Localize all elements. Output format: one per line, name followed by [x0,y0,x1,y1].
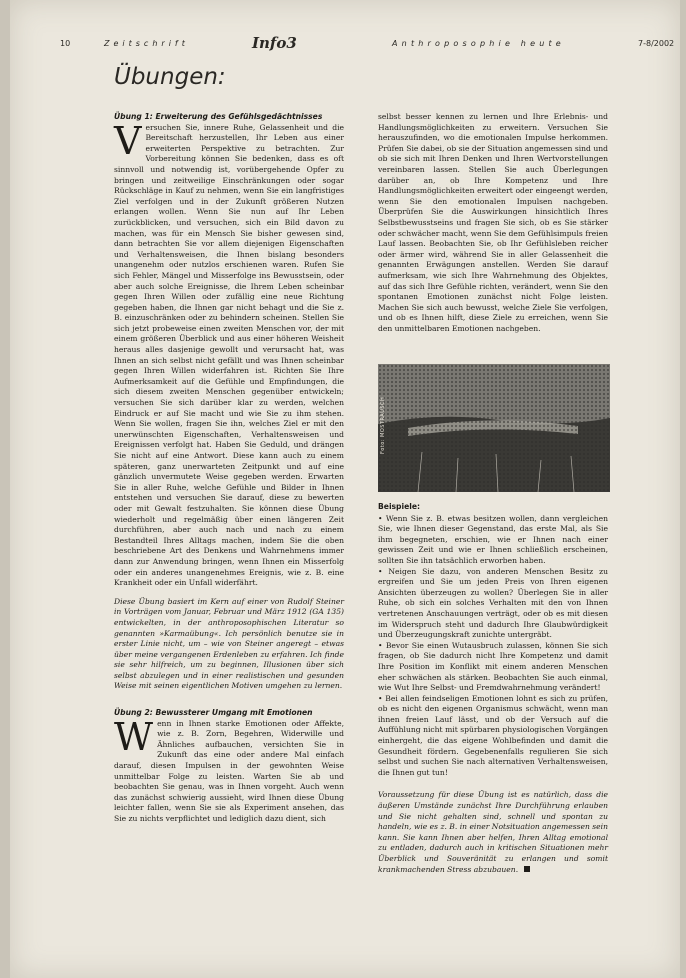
exercise1-note: Diese Übung basiert im Kern auf einer von Rudolf Steiner in Vorträgen vom Januar, Februar und März 1912 (GA 135) entwickelten, in der anthroposophischen Literatur so genannten »Karmaübung«. Ich persönlich benutze sie in erster Linie nicht, um – wie von Steiner angeregt – etwas über meine vergangenen Erdenleben zu erfahren. Ich finde sie sehr hilfreich, um zu beginnen, Illusionen über sich selbst abzulegen und in einer realistischen und gesunden Weise mit seinen eigentlichen Motiven umgehen zu lernen. [114,596,344,691]
exercise2-note-text: Voraussetzung für diese Übung ist es natürlich, dass die äußeren Umstände zunächst Ihre Durchführung erlauben und Sie nicht gehalten sind, schnell und spontan zu handeln, wie es z. B. in einer Notsituation angemessen sein kann. Sie kann Ihnen aber helfen, Ihren Alltag emotional zu entladen, dadurch auch in kritischen Situationen mehr Überblick und Souveränität zu erlangen und somit krankmachenden Stress abzubauen. [378,790,608,874]
magazine-name: Zeitschrift [104,39,189,48]
page-number: 10 [60,39,71,48]
magazine-logo: Info3 [252,34,297,52]
exercise2-drop-cap: W [114,714,154,759]
exercise2-continuation: selbst besser kennen zu lernen und Ihre Erlebnis- und Handlungsmöglichkeiten zu erweitern. Versuchen Sie herauszufinden, wo die emotionalen Impulse herkommen. Prüfen Sie dabei, ob sie der Situation angemessen sind und ob sie sich mit Ihren Denken und Ihren Wertvorstellungen vereinbaren lassen. Stellen Sie auch Überlegungen darüber an, ob Ihre Kompetenz und Ihre Handlungsmöglichkeiten erweitert oder eingeengt werden, wenn Sie den emotionalen Impulsen nachgeben. Überprüfen Sie die Auswirkungen hinsichtlich Ihres Selbstbewusstseins und fragen Sie sich, ob es Sie stärker oder schwächer macht, wenn Sie dem Gefühlsimpuls freien Lauf lassen. Beobachten Sie, ob Ihr Gefühlsleben reicher oder ärmer wird, während Sie in aller Gelassenheit die genannten Erwägungen anstellen. Werden Sie darauf aufmerksam, wie sich Ihre Wahrnehmung des Objektes, auf das sich Ihre Gefühle richten, verändert, wenn Sie den spontanen Emotionen zunächst nicht Folge leisten. Machen Sie sich auch bewusst, welche Ziele Sie verfolgen, und ob es Ihnen hilft, diese Ziele zu erreichen, wenn Sie den unmittelbaren Emotionen nachgeben. [378,112,608,333]
exercise1-text: ersuchen Sie, innere Ruhe, Gelassenheit und die Bereitschaft herzustellen, Ihr Leben aus einer erweiterten Perspektive zu betrachten. Zur Vorbereitung können Sie bedenken, dass es oft sinnvoll und notwendig ist, vorübergehende Opfer zu bringen und zeitweilige Einschränkungen oder sogar Rückschläge in Kauf zu nehmen, wenn Sie ein langfristiges Ziel verfolgen und in der Zukunft größeren Nutzen erlangen wollen. Wenn Sie nun auf Ihr Leben zurückblicken, und versuchen, sich ein Bild davon zu machen, was für ein Mensch Sie bisher gewesen sind, dann betrachten Sie vor allem diejenigen Eigenschaften und Verhaltensweisen, die Ihnen bislang besonders unangenehm oder nutzlos erschienen waren. Rufen Sie sich Fehler, Mängel und Misserfolge ins Bewusstsein, oder aber auch solche Ereignisse, die Ihrem Leben scheinbar gegen Ihren Willen oder zufällig eine neue Richtung gegeben haben, die Ihnen gar nicht behagt und die Sie z. B. einzuschränken oder zu behindern scheinen. Stellen Sie sich jetzt probeweise einen zweiten Menschen vor, der mit einem größeren Überblick und aus einer höheren Weisheit heraus alles dasjenige gewollt und verursacht hat, was Ihnen an sich selbst nicht gefällt und was Ihnen scheinbar gegen Ihren Willen widerfahren ist. Richten Sie Ihre Aufmerksamkeit auf die Gefühle und Empfindungen, die sich diesem zweiten Menschen gegenüber entwickeln; versuchen Sie sich darüber klar zu werden, welchen Eindruck er auf Sie macht und wie Sie zu ihm stehen. Wenn Sie wollen, fragen Sie ihn, welches Ziel er mit den unerwünschten Eigenschaften, Verhaltensweisen und Ereignissen verfolgt hat. Haben Sie Geduld, und drängen Sie nicht auf eine Antwort. Diese kann auch zu einem späteren, ganz unerwarteten Zeitpunkt und auf eine gänzlich unvermutete Weise gegeben werden. Erwarten Sie in aller Ruhe, welche Gefühle und Bilder in Ihnen entstehen und versuchen Sie darauf, diese zu bewerten oder mit Gewalt festzuhalten. Sie können diese Übung wiederholt und regelmäßig über einen längeren Zeit durchführen, aber auch nach und nach zu einem Bestandteil Ihres Alltags machen, indem Sie die oben beschriebene Art des Denkens und Wahrnehmens immer dann zur Anwendung bringen, wenn Ihnen ein Misserfolg oder ein anderes unangenehmes Ereignis, wie z. B. eine Krankheit oder ein Unfall widerfährt. [114,122,344,588]
end-of-article-mark [524,866,530,872]
right-column-top [378,112,608,357]
example-item-4: • Bei allen feindseligen Emotionen lohnt es sich zu prüfen, ob es nicht den eigenen Organismus schwächt, wenn man ihnen freien Lauf lässt, und ob der Versuch auf die Auffühlung nicht mit spürbaren physiologischen Vorgängen einhergeht, die das eigene Wohlbefinden und damit die Gesundheit fördern. Gegebenenfalls regulieren Sie sich selbst und suchen Sie nach alternativen Verhaltensweisen, die Ihnen gut tun! [378,693,608,777]
exercise2-body [114,714,344,825]
landscape-photo-graphic [378,364,610,492]
magazine-page [10,0,680,978]
running-header [10,32,680,56]
examples-heading: Beispiele: [378,502,421,511]
exercise2-heading: Übung 2: Bewussterer Umgang mit Emotionen [114,708,313,718]
exercise2-text: enn in Ihnen starke Emotionen oder Affekte, wie z. B. Zorn, Begehren, Widerwille und Ähnliches aufbauchen, versichten Sie in Zukunft das eine oder andere Mal einfach darauf, diesen Impulsen in der gewohnten Weise unmittelbar Folge zu leisten. Warten Sie ab und beobachten Sie genau, was in Ihnen vorgeht. Auch wenn das zunächst schwierig aussieht, wird Ihnen diese Übung leichter fallen, wenn Sie sie als Experiment ansehen, das Sie zu nichts verpflichtet und lediglich dazu dient, sich [114,718,344,823]
photo-credit: Foto: MOSTRAUSCH [380,396,386,454]
left-column [114,112,344,962]
example-item-1: • Wenn Sie z. B. etwas besitzen wollen, dann vergleichen Sie, wie Ihnen dieser Gegenstand, das erste Mal, als Sie ihm begegneten, erschien, wie er Ihnen nach einer gewissen Zeit und wie er Ihnen schließlich erscheinen, sollten Sie ihn tatsächlich erworben haben. [378,513,608,565]
exercise1-body [114,118,344,589]
example-item-2: • Neigen Sie dazu, von anderen Menschen Besitz zu ergreifen und Sie um jeden Preis von Ihren eigenen Ansichten überzeugen zu wollen? Überlegen Sie in aller Ruhe, ob sich ein solches Verhalten mit den von Ihnen vertretenen Anschauungen verträgt, oder ob es mit diesen im Widerspruch steht und dadurch Ihre Glaubwürdigkeit und Überzeugungskraft zunichte untergräbt. [378,566,608,640]
exercise1-heading: Übung 1: Erweiterung des Gefühlsgedächtnisses [114,112,323,121]
right-column-bottom [378,502,608,972]
exercise1-drop-cap: V [114,118,142,163]
section-name: Anthroposophie heute [392,39,565,48]
exercise2-note [378,790,608,875]
issue-date: 7-8/2002 [638,39,675,48]
page-title: Übungen: [114,64,226,90]
example-item-3: • Bevor Sie einen Wutausbruch zulassen, können Sie sich fragen, ob Sie dadurch nicht Ihre Kompetenz und damit Ihre Position im Konflikt mit einem anderen Menschen eher schwächen als stärken. Beobachten Sie auch einmal, wie Wut Ihre Selbst- und Fremdwahrnehmung verändert! [378,640,608,693]
landscape-photo [378,364,610,492]
